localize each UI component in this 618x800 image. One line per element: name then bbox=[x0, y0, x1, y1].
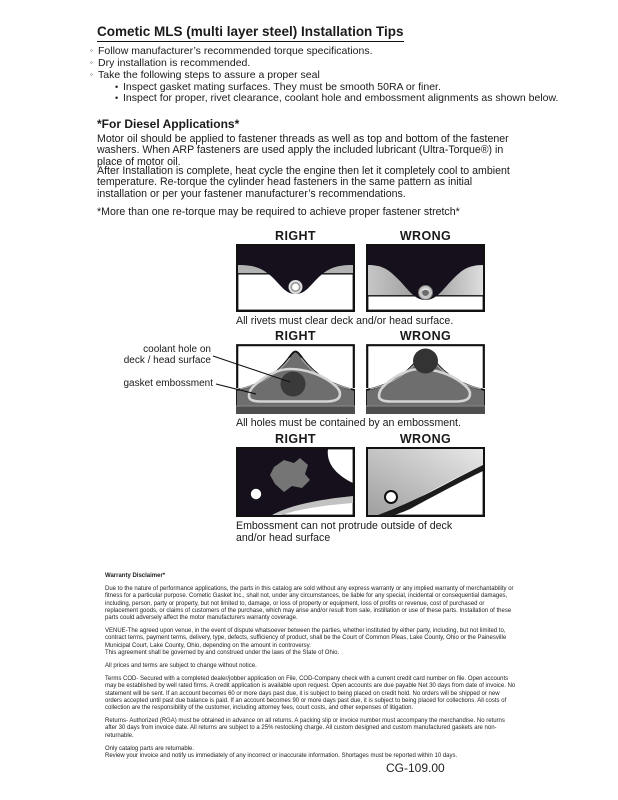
wrong-label: WRONG bbox=[399, 229, 452, 243]
right-label: RIGHT bbox=[275, 229, 316, 243]
pair3-caption-line1: Embossment can not protrude outside of deck bbox=[236, 520, 453, 532]
wrong-label: WRONG bbox=[399, 432, 452, 446]
disclaimer-paragraph: Terms COD- Secured with a completed dealer/jobber application on File, COD-Company check with a current credit card number on file. Open accounts may be established by well rated firms. A credit application is available upon request. Open accounts are due payable Net 30 days from date of invoice. No statement will be sent. If an account becomes 60 or more days past due, it is subject to being placed on credit hold. No orders will be shipped or new orders accepted until past due balance is paid. If an account becomes 90 or more days past due, it is subject to being placed for collections. All costs of collection are the responsibility of the customer, including attorney fees, court costs, and other expenses of litigation. bbox=[105, 676, 516, 712]
bolt-hole-icon bbox=[251, 489, 261, 499]
diesel-paragraph-1: Motor oil should be applied to fastener threads as well as top and bottom of the fastener washers. When ARP fasteners are used apply the included lubricant (Ultra-Torque®) in place of motor oil. bbox=[97, 133, 509, 168]
open-bullet-icon: ◦ bbox=[90, 70, 93, 80]
diesel-applications-heading: *For Diesel Applications* bbox=[97, 117, 240, 131]
warranty-disclaimer bbox=[105, 573, 517, 766]
list-item bbox=[90, 57, 560, 69]
filled-bullet-icon: • bbox=[115, 81, 119, 92]
retorque-note: *More than one re-torque may be required to achieve proper fastener stretch* bbox=[97, 206, 460, 218]
document-number: CG-109.00 bbox=[386, 761, 445, 775]
right-label: RIGHT bbox=[275, 329, 316, 343]
pair3-caption-line2: and/or head surface bbox=[236, 531, 331, 544]
diagram-rivet-wrong bbox=[366, 244, 485, 312]
filled-bullet-icon: • bbox=[115, 92, 119, 103]
diagram-embossment-wrong bbox=[366, 447, 485, 517]
disclaimer-paragraph: Due to the nature of performance applications, the parts in this catalog are sold without any express warranty or any implied warranty of merchantability or fitness for a particular purpose. Cometic Gasket Inc., shall not, under any circumstances, be liable for any special, incidental or consequential damages, including, person, party or property, but not limited to, damage, or loss of property or equipment, loss of profits or revenue, cost of purchased or replacement goods, or claims of customers of the purchase, which may arise and/or result from sale, instillation or use of these parts. Installation of these parts could adversely affect the motor manufacturers warranty coverage. bbox=[105, 586, 514, 622]
open-bullet-icon: ◦ bbox=[90, 46, 93, 55]
disclaimer-paragraph: All prices and terms are subject to change without notice. bbox=[105, 663, 257, 670]
gasket-embossment-label: gasket embossment bbox=[123, 378, 213, 389]
diesel-paragraph-2: After Installation is complete, heat cycle the engine then let it completely cool to ambient temperature. Re-torque the cylinder head fasteners in the same pattern as initial installation or per your fastener manufacturer’s recommendations. bbox=[97, 165, 510, 200]
disclaimer-paragraph: Only catalog parts are returnable. bbox=[105, 745, 195, 752]
pair2-caption: All holes must be contained by an embossment. bbox=[236, 417, 461, 429]
installation-tips-list bbox=[90, 45, 560, 104]
bolt-hole-icon bbox=[385, 491, 397, 503]
tip-text: Take the following steps to assure a proper seal bbox=[98, 69, 320, 82]
tip-text: Inspect for proper, rivet clearance, coolant hole and embossment alignments as shown below. bbox=[123, 91, 559, 104]
disclaimer-paragraph: VENUE-The agreed upon venue, in the event of dispute whatsoever between the parties, whether instituted by either party, including, but not limited to, contract terms, payment terms, delivery, type, defects, sufficiency of product, shall be the Court of Common Pleas, Lake County, Ohio or the Painesville Municipal Court, Lake County, Ohio, depending on the amount in controversy. bbox=[105, 628, 507, 649]
tip-text: Inspect gasket mating surfaces. They must be smooth 50RA or finer. bbox=[123, 80, 441, 93]
diagram-rivet-right bbox=[236, 244, 355, 312]
disclaimer-heading: Warranty Disclaimer* bbox=[105, 573, 166, 579]
coolant-hole-label: coolant hole on deck / head surface bbox=[123, 344, 211, 366]
diagram-pair-embossment bbox=[236, 432, 486, 544]
list-item bbox=[90, 93, 560, 104]
diagram-embossment-right bbox=[236, 447, 355, 517]
disclaimer-paragraph: Returns- Authorized (RGA) must be obtained in advance on all returns. A packing slip or invoice number must accompany the merchandise. No returns after 30 days from invoice date. All returns are subject to a 25% restocking charge. All custom designed and custom manufactured gaskets are non-returnable. bbox=[105, 718, 505, 739]
tip-text: Dry installation is recommended. bbox=[98, 57, 251, 70]
right-label: RIGHT bbox=[275, 432, 316, 446]
diagram-pair-holes bbox=[236, 329, 486, 430]
page-title: Cometic MLS (multi layer steel) Installation Tips bbox=[97, 24, 404, 42]
diagram-hole-right bbox=[236, 344, 355, 414]
diagram-pair-rivets bbox=[236, 229, 486, 328]
open-bullet-icon: ◦ bbox=[90, 58, 93, 68]
tip-text: Follow manufacturer’s recommended torque specifications. bbox=[98, 45, 373, 57]
diagram-hole-wrong bbox=[366, 344, 485, 414]
disclaimer-paragraph: Review your invoice and notify us immediately of any incorrect or inaccurate information. Shortages must be reported within 10 days. bbox=[105, 753, 458, 760]
pair1-caption: All rivets must clear deck and/or head surface. bbox=[236, 315, 454, 327]
coolant-hole-icon bbox=[281, 372, 306, 397]
coolant-hole-icon bbox=[413, 349, 438, 374]
list-item bbox=[90, 45, 560, 57]
disclaimer-paragraph: This agreement shall be governed by and construed under the laws of the State of Ohio. bbox=[105, 649, 340, 656]
wrong-label: WRONG bbox=[399, 329, 452, 343]
